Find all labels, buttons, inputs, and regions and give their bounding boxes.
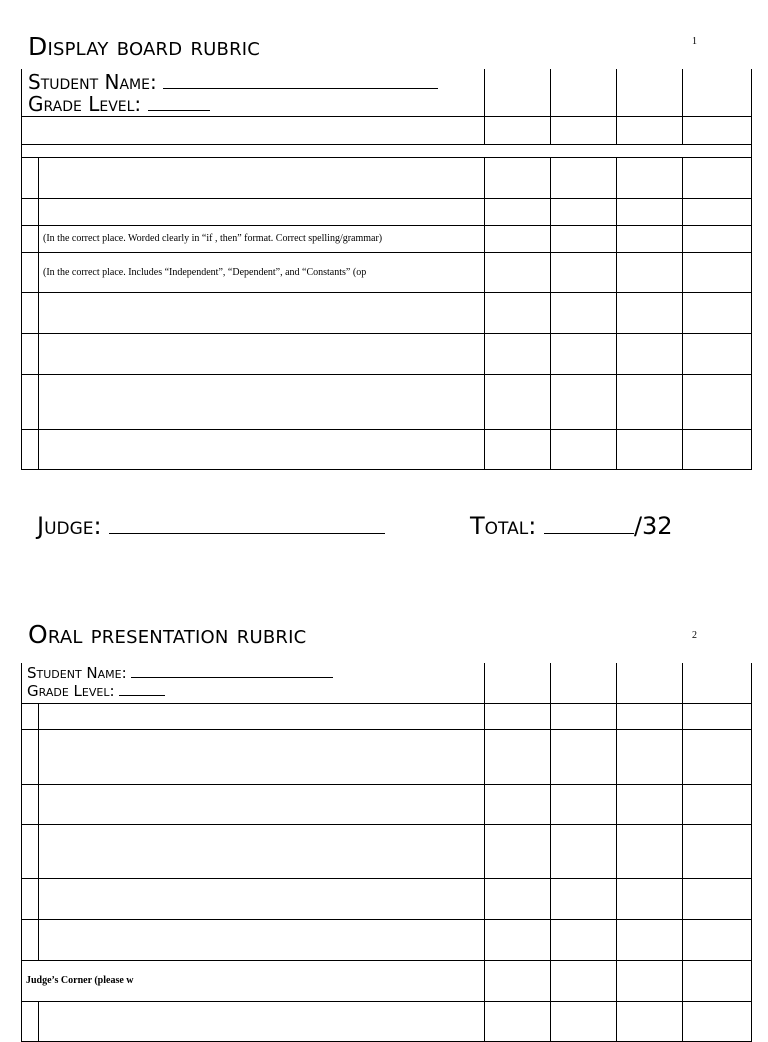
student-info-row — [22, 69, 752, 116]
score-cell[interactable] — [485, 198, 551, 225]
score-cell[interactable] — [683, 157, 752, 198]
score-cell[interactable] — [617, 333, 683, 374]
score-cell[interactable] — [683, 225, 752, 252]
hypothesis-criteria: (In the correct place. Worded clearly in “if , then” format. Correct spelling/grammar) — [39, 225, 485, 252]
score-header-cell — [683, 663, 752, 703]
score-cell[interactable] — [683, 292, 752, 333]
table-row — [22, 729, 752, 784]
score-cell[interactable] — [485, 824, 551, 878]
student-info-cell — [22, 69, 485, 116]
judge-name-field[interactable] — [109, 533, 385, 534]
score-cell[interactable] — [551, 703, 617, 729]
table-row — [22, 919, 752, 960]
score-cell[interactable] — [551, 919, 617, 960]
criteria-cell — [39, 1001, 485, 1041]
score-cell[interactable] — [617, 198, 683, 225]
page-number-2: 2 — [692, 630, 697, 641]
score-cell[interactable] — [617, 252, 683, 292]
score-header-cell — [485, 69, 551, 116]
display-board-rubric-title: Display board rubric — [28, 32, 261, 61]
student-name-line — [22, 69, 484, 92]
score-cell[interactable] — [617, 824, 683, 878]
score-cell[interactable] — [485, 1001, 551, 1041]
score-cell[interactable] — [683, 784, 752, 824]
criteria-cell — [39, 333, 485, 374]
total-label: Total: — [470, 512, 537, 540]
student-name-field[interactable] — [131, 677, 333, 678]
row-number-cell — [22, 1001, 39, 1041]
score-cell[interactable] — [551, 116, 617, 144]
table-row — [22, 157, 752, 198]
score-cell[interactable] — [551, 225, 617, 252]
score-cell[interactable] — [551, 824, 617, 878]
table-row — [22, 878, 752, 919]
score-cell[interactable] — [485, 729, 551, 784]
score-cell[interactable] — [683, 878, 752, 919]
score-cell[interactable] — [683, 374, 752, 429]
table-row — [22, 252, 752, 292]
criteria-cell — [39, 784, 485, 824]
score-cell[interactable] — [551, 729, 617, 784]
score-cell[interactable] — [485, 116, 551, 144]
score-cell[interactable] — [683, 198, 752, 225]
score-cell[interactable] — [551, 157, 617, 198]
grade-level-line — [22, 681, 484, 699]
criteria-cell — [39, 198, 485, 225]
table-row — [22, 784, 752, 824]
row-number-cell — [22, 429, 39, 469]
row-number-cell — [22, 824, 39, 878]
row-number-cell — [22, 252, 39, 292]
table-row — [22, 225, 752, 252]
score-header-cell — [683, 69, 752, 116]
criteria-cell — [39, 878, 485, 919]
table-row — [22, 292, 752, 333]
oral-presentation-rubric-table — [21, 663, 752, 1042]
score-cell[interactable] — [485, 919, 551, 960]
table-row — [22, 198, 752, 225]
student-name-label: Student Name: — [28, 70, 157, 94]
display-board-rubric-table — [21, 69, 752, 470]
score-cell[interactable] — [617, 225, 683, 252]
row-number-cell — [22, 157, 39, 198]
score-cell[interactable] — [617, 429, 683, 469]
score-cell[interactable] — [485, 292, 551, 333]
table-row — [22, 144, 752, 157]
score-cell[interactable] — [683, 824, 752, 878]
score-cell[interactable] — [617, 292, 683, 333]
score-cell[interactable] — [683, 429, 752, 469]
criteria-cell — [39, 374, 485, 429]
score-cell[interactable] — [551, 878, 617, 919]
total-suffix: /32 — [633, 512, 673, 540]
judges-corner-label: Judge’s Corner (please w — [22, 960, 485, 1001]
total-score — [470, 512, 673, 540]
score-cell[interactable] — [683, 960, 752, 1001]
table-row — [22, 1001, 752, 1041]
row-number-cell — [22, 878, 39, 919]
row-number-cell — [22, 784, 39, 824]
score-cell[interactable] — [617, 919, 683, 960]
row-number-cell — [22, 919, 39, 960]
page-number-1: 1 — [692, 36, 697, 47]
judge-label: Judge: — [37, 512, 102, 540]
score-cell[interactable] — [485, 157, 551, 198]
row-number-cell — [22, 729, 39, 784]
grade-level-field[interactable] — [119, 695, 165, 696]
criteria-cell — [39, 292, 485, 333]
score-cell[interactable] — [485, 333, 551, 374]
row-number-cell — [22, 333, 39, 374]
score-cell[interactable] — [683, 703, 752, 729]
score-cell[interactable] — [617, 784, 683, 824]
section-divider-row — [22, 144, 752, 157]
table-row — [22, 374, 752, 429]
score-cell[interactable] — [551, 252, 617, 292]
score-cell[interactable] — [485, 225, 551, 252]
grade-level-line — [22, 92, 484, 114]
grade-level-label: Grade Level: — [27, 682, 115, 700]
table-row — [22, 333, 752, 374]
score-cell[interactable] — [683, 252, 752, 292]
student-info-cell — [22, 663, 485, 703]
judge-signature — [37, 512, 385, 540]
student-name-field[interactable] — [163, 88, 438, 89]
score-cell[interactable] — [617, 157, 683, 198]
criteria-cell — [39, 824, 485, 878]
criteria-cell — [39, 157, 485, 198]
criteria-cell — [39, 919, 485, 960]
table-row — [22, 960, 752, 1001]
score-cell[interactable] — [617, 729, 683, 784]
table-row — [22, 824, 752, 878]
row-number-cell — [22, 198, 39, 225]
variables-criteria: (In the correct place. Includes “Independent”, “Dependent”, and “Constants” (op — [39, 252, 485, 292]
row-number-cell — [22, 703, 39, 729]
total-score-field[interactable] — [544, 533, 634, 534]
row-number-cell — [22, 225, 39, 252]
score-cell[interactable] — [485, 374, 551, 429]
score-cell[interactable] — [617, 374, 683, 429]
score-cell[interactable] — [485, 252, 551, 292]
score-cell[interactable] — [617, 116, 683, 144]
student-name-label: Student Name: — [27, 664, 127, 682]
score-cell[interactable] — [551, 429, 617, 469]
score-header-cell — [485, 663, 551, 703]
student-info-row — [22, 663, 752, 703]
score-cell[interactable] — [485, 703, 551, 729]
score-cell[interactable] — [617, 703, 683, 729]
score-cell[interactable] — [485, 960, 551, 1001]
score-header-cell — [617, 69, 683, 116]
score-cell[interactable] — [551, 960, 617, 1001]
score-cell[interactable] — [485, 784, 551, 824]
score-cell[interactable] — [551, 784, 617, 824]
table-row — [22, 429, 752, 469]
criteria-cell — [39, 429, 485, 469]
score-cell[interactable] — [551, 374, 617, 429]
score-cell[interactable] — [617, 1001, 683, 1041]
score-cell[interactable] — [683, 1001, 752, 1041]
score-cell[interactable] — [683, 919, 752, 960]
score-cell[interactable] — [551, 292, 617, 333]
row-number-cell — [22, 292, 39, 333]
score-header-cell — [551, 69, 617, 116]
score-cell[interactable] — [683, 333, 752, 374]
grade-level-field[interactable] — [148, 110, 210, 111]
row-number-cell — [22, 374, 39, 429]
score-cell[interactable] — [485, 429, 551, 469]
criteria-cell — [22, 116, 485, 144]
oral-presentation-rubric-title: Oral presentation rubric — [28, 620, 307, 649]
criteria-cell — [39, 703, 485, 729]
score-cell[interactable] — [617, 878, 683, 919]
table-row — [22, 116, 752, 144]
score-header-cell — [551, 663, 617, 703]
score-cell[interactable] — [551, 333, 617, 374]
criteria-cell — [39, 729, 485, 784]
table-row — [22, 703, 752, 729]
score-header-cell — [617, 663, 683, 703]
student-name-line — [22, 663, 484, 681]
score-cell[interactable] — [551, 198, 617, 225]
grade-level-label: Grade Level: — [28, 92, 142, 116]
score-cell[interactable] — [485, 878, 551, 919]
score-cell[interactable] — [551, 1001, 617, 1041]
score-cell[interactable] — [617, 960, 683, 1001]
score-cell[interactable] — [683, 116, 752, 144]
score-cell[interactable] — [683, 729, 752, 784]
